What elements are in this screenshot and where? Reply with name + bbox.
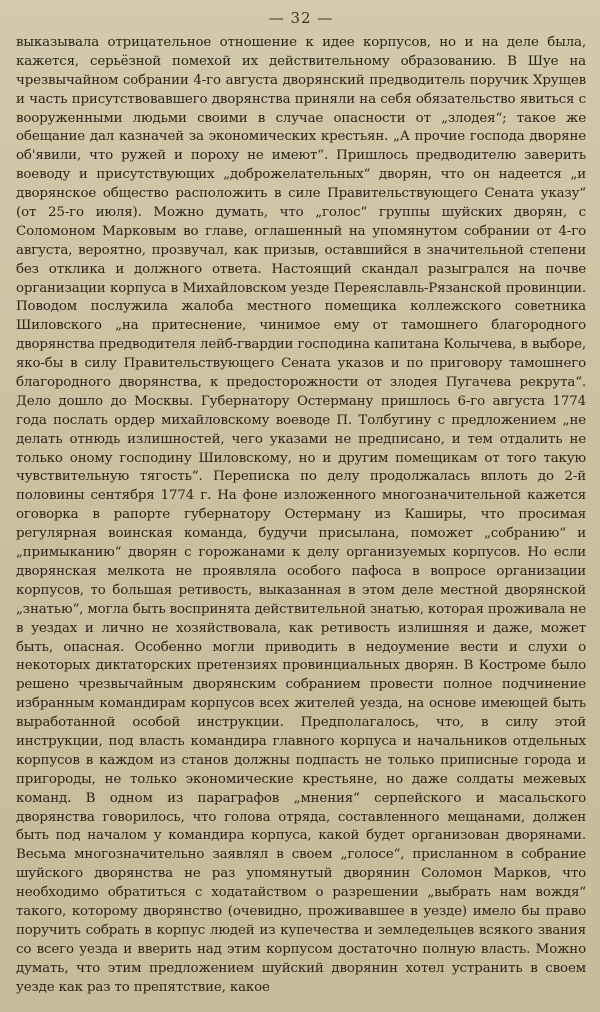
body-paragraph: выказывала отрицательное отношение к идее корпусов, но и на деле была, кажется, серьёзной помехой их действительному образованию. В Шуе на чрезвычайном собрании 4-го августа дворянский предводитель поручик Хрущев и часть присутствовавшего дворянства приняли на себя обязательство явиться с вооруженными людьми своими в случае опасности от „злодея“; такое же обещание дал казначей за экономических крестьян. „А прочие господа дворяне об'явили, что ружей и пороху не имеют“. Пришлось предводителю заверить воеводу и присутствующих „доброжелательных“ дворян, что он надеется „и дворянское общество расположить в силе Правительствующего Сената указу“ (от 25-го июля). Можно думать, что „голос“ группы шуйских дворян, с Соломоном Марковым во главе, оглашенный на упомянутом собрании от 4-го августа, вероятно, прозвучал, как призыв, оставшийся в значительной степени без отклика и должного ответа. Настоящий скандал разыгрался на почве организации корпуса в Михайловском уезде Переяславль-Рязанской провинции. Поводом послужила жалоба местного помещика коллежского советника Шиловского „на притеснение, чинимое ему от тамошнего благородного дворянства предводителя лейб-гвардии господина капитана Колычева, в выборе, яко-бы в силу Правительствующего Сената указов и по приговору тамошнего благородного дворянства, к предосторожности от злодея Пугачева рекрута“. Дело дошло до Москвы. Губернатору Остерману пришлось 6-го августа 1774 года послать ордер михайловскому воеводе П. Толбугину с предложением „не делать отнюдь излишностей, чего указами не предписано, и тем отдалить не только оному господину Шиловскому, но и другим помещикам от того такую чувствительную тягость“. Переписка по делу продолжалась вплоть до 2-й половины сентября 1774 г. На фоне изложенного многозначительной кажется оговорка в рапорте губернатору Остерману из Каширы, что просимая регулярная воинская команда, будучи присылана, поможет „собранию“ и „примыканию“ дворян с горожанами к делу организуемых корпусов. Но если дворянская мелкота не проявляла особого пафоса в вопросе организации корпусов, то большая ретивость, выказанная в этом деле местной дворянской „знатью“, могла быть воспринята действительной знатью, которая проживала не в уездах и лично не хозяйствовала, как ретивость излишняя и даже, может быть, опасная. Особенно могли приводить в недоумение вести и слухи о некоторых диктаторских претензиях провинциальных дворян. В Костроме было решено чрезвычайным дворянским собранием провести полное подчинение избранным командирам корпусов всех жителей уезда, на основе имеющей быть выработанной особой инструкции. Предполагалось, что, в силу этой инструкции, под власть командира главного корпуса и начальников отдельных корпусов в каждом из станов должны подпасть не только приписные города и пригороды, не только экономические крестьяне, но даже солдаты межевых команд. В одном из параграфов „мнения“ серпейского и масальского дворянства говорилось, что голова отряда, составленного мещанами, должен быть под началом у командира корпуса, какой будет организован дворянами. Весьма многозначительно заявлял в своем „голосе“, присланном в собрание шуйского дворянства не раз упомянутый дворянин Соломон Марков, что необходимо обратиться с ходатайством о разрешении „выбрать нам вождя“ такого, которому дворянство (очевидно, проживавшее в уезде) имело бы право поручить собрать в корпус людей из купечества и земледельцев всякого звания со всего уезда и вверить над этим корпусом достаточно полную власть. Можно думать, что этим предложением шуйский дворянин хотел устранить в своем уезде как раз то препятствие, какое	[16, 35, 586, 995]
page-number: — 32 —	[268, 9, 334, 27]
